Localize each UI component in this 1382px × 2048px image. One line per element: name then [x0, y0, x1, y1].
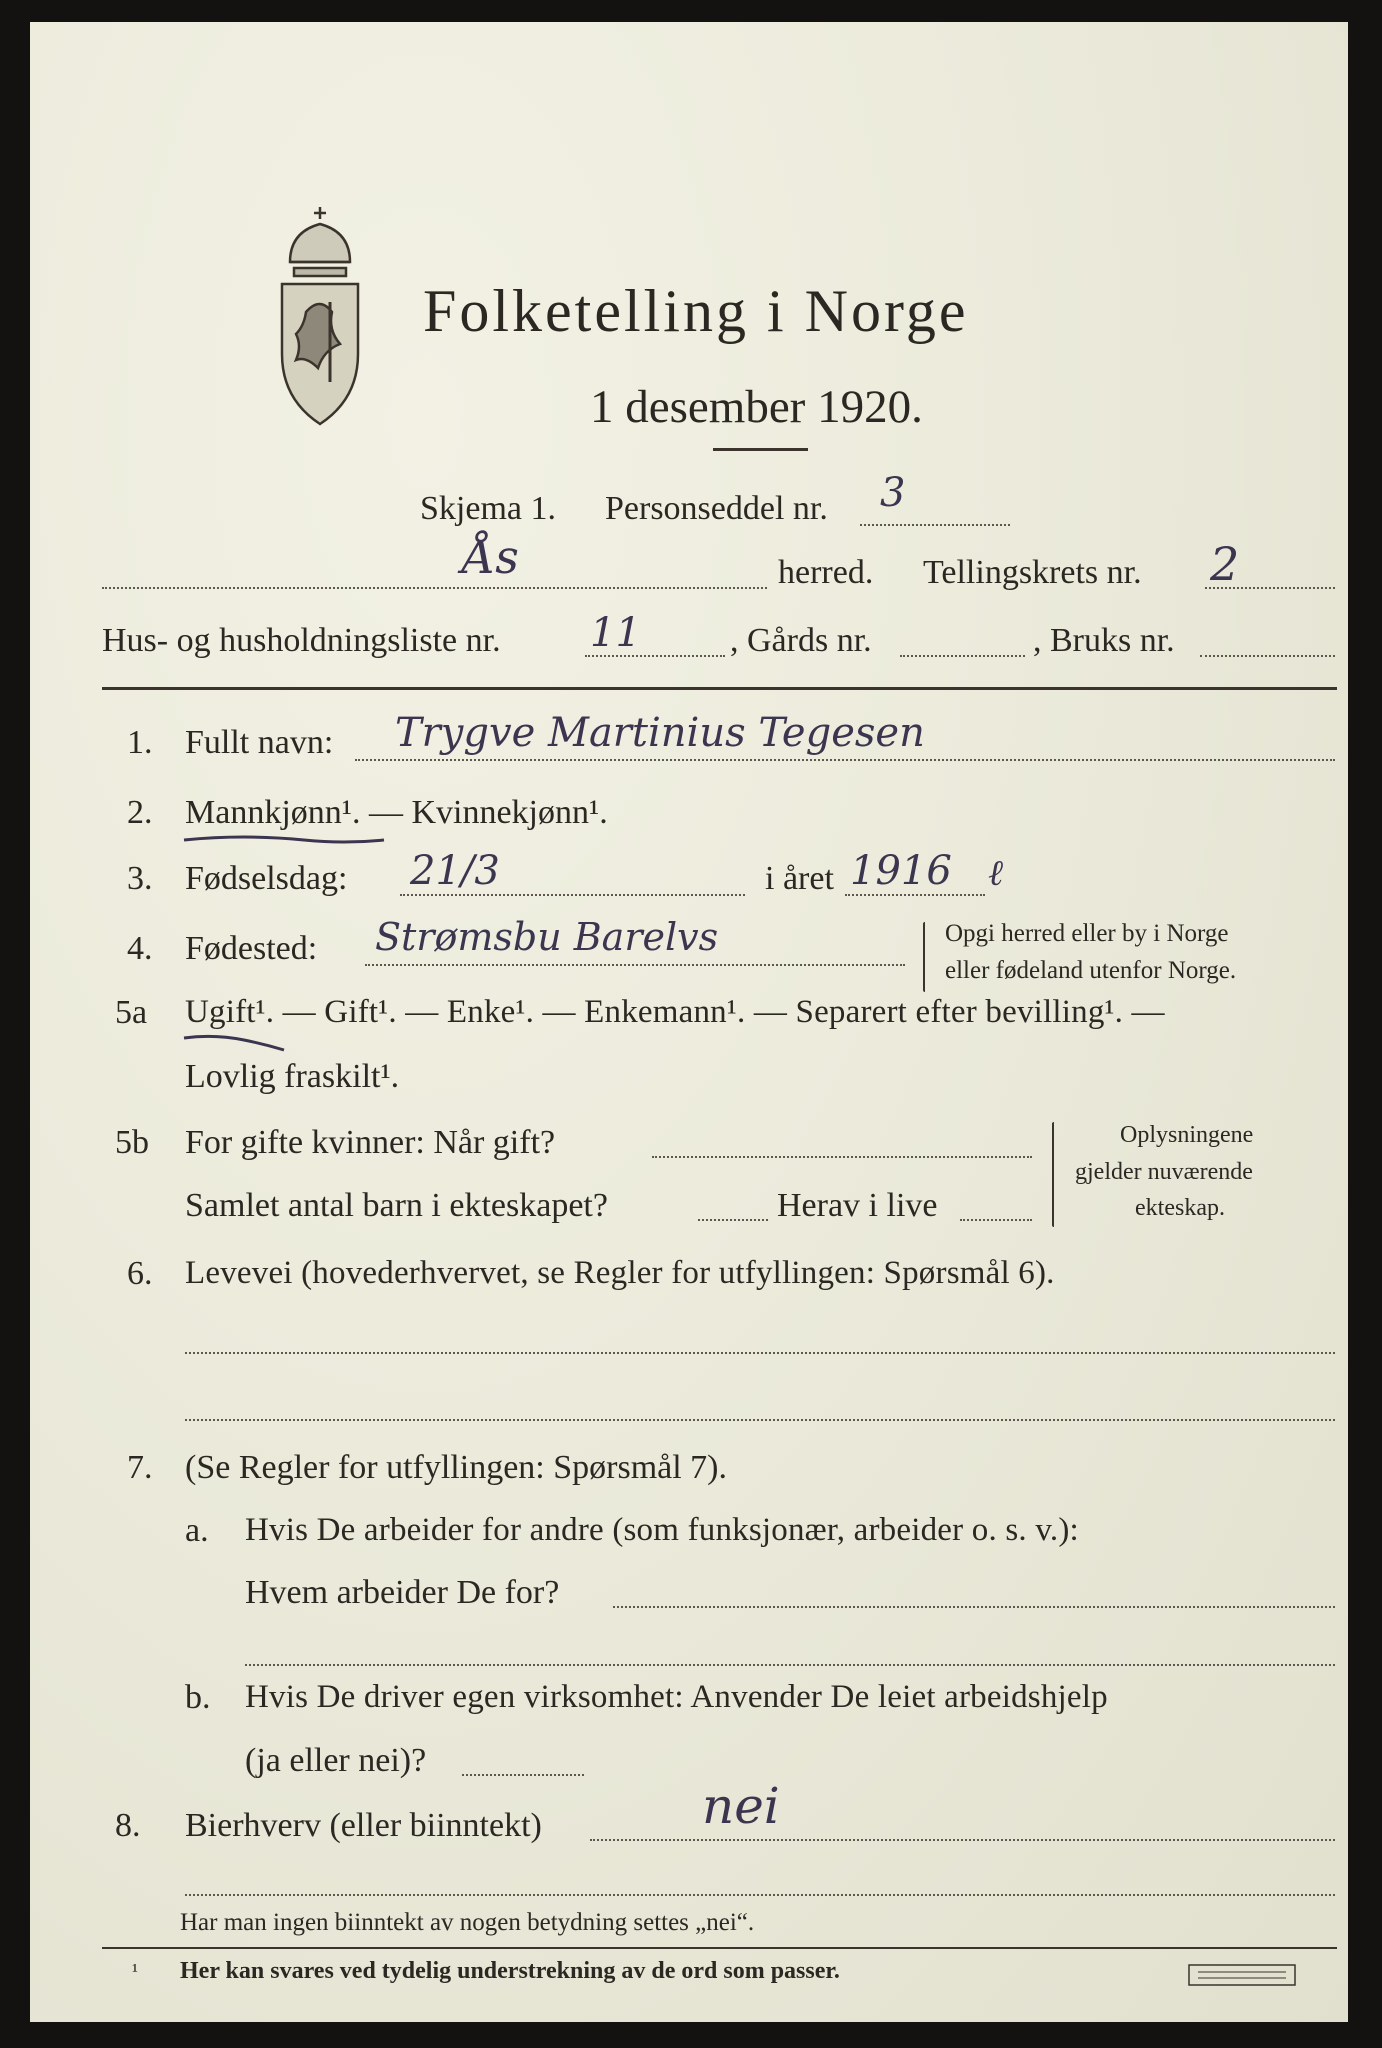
- full-name-value[interactable]: Trygve Martinius Tegesen: [395, 710, 925, 756]
- norwegian-coat-of-arms-icon: [260, 202, 380, 432]
- q5b-children-line: [698, 1219, 768, 1221]
- personseddel-line: [860, 524, 1010, 526]
- q1-line: [355, 759, 1335, 761]
- herred-value[interactable]: Ås: [462, 530, 519, 584]
- q4-line: [365, 964, 905, 966]
- q5a-number: 5a: [115, 994, 148, 1031]
- q7a-line1: Hvis De arbeider for andre (som funksjonær, arbeider o. s. v.):: [245, 1512, 1079, 1548]
- printer-stamp-icon: [1188, 1964, 1296, 1986]
- footnote-mark: ¹: [132, 1960, 138, 1982]
- husholdning-label: Hus- og husholdningsliste nr.: [102, 622, 501, 659]
- herred-line: [102, 587, 767, 589]
- gards-label: , Gårds nr.: [730, 622, 872, 659]
- q5b-line1: For gifte kvinner: Når gift?: [185, 1124, 556, 1161]
- q8-label: Bierhverv (eller biinntekt): [185, 1807, 542, 1844]
- skjema-label: Skjema 1.: [420, 490, 556, 527]
- q4-note-line1: Opgi herred eller by i Norge: [945, 920, 1229, 947]
- q1-label: Fullt navn:: [185, 724, 334, 761]
- q1-number: 1.: [127, 724, 153, 761]
- q7a-line2: Hvem arbeider De for?: [245, 1574, 560, 1611]
- nei-instruction: Har man ingen biinntekt av nogen betydning settes „nei“.: [180, 1909, 755, 1936]
- q7b-number: b.: [185, 1679, 211, 1716]
- q6-label: Levevei (hovederhvervet, se Regler for utfyllingen: Spørsmål 6).: [185, 1255, 1055, 1291]
- q7a-employer-line-2[interactable]: [245, 1664, 1335, 1666]
- q6-line-2[interactable]: [185, 1419, 1335, 1421]
- q8-number: 8.: [115, 1807, 141, 1844]
- footer-divider: [102, 1947, 1337, 1949]
- q6-line-1[interactable]: [185, 1352, 1335, 1354]
- birth-year-value[interactable]: 1916: [850, 848, 952, 894]
- q5b-alive-label: Herav i live: [777, 1187, 938, 1224]
- bruks-label: , Bruks nr.: [1033, 622, 1175, 659]
- q6-number: 6.: [127, 1255, 153, 1292]
- herred-label: herred.: [778, 554, 874, 591]
- q7b-line1: Hvis De driver egen virksomhet: Anvender De leiet arbeidshjelp: [245, 1679, 1108, 1715]
- title-divider: [713, 448, 808, 451]
- q7-label: (Se Regler for utfyllingen: Spørsmål 7).: [185, 1449, 728, 1486]
- q5b-note-line3: ekteskap.: [1135, 1195, 1225, 1221]
- husholdning-value[interactable]: 11: [590, 610, 641, 656]
- q5b-note-line2: gjelder nuværende: [1075, 1159, 1253, 1185]
- personseddel-label: Personseddel nr.: [605, 490, 828, 527]
- q3-label: Fødselsdag:: [185, 860, 348, 897]
- q7a-employer-line[interactable]: [613, 1606, 1335, 1608]
- q5b-married-line: [652, 1156, 1032, 1158]
- tellingskrets-label: Tellingskrets nr.: [923, 554, 1142, 591]
- birth-year-mark: ℓ: [988, 853, 1003, 894]
- q3-day-line: [400, 894, 745, 896]
- q5b-alive-line: [960, 1219, 1032, 1221]
- q3-year-line: [845, 894, 985, 896]
- q3-number: 3.: [127, 860, 153, 897]
- q7a-number: a.: [185, 1512, 209, 1549]
- q4-note-line2: eller fødeland utenfor Norge.: [945, 957, 1237, 984]
- mannkjonn-underline: [180, 830, 390, 850]
- q8-line: [590, 1839, 1335, 1841]
- q3-year-label: i året: [765, 860, 834, 897]
- q5b-children-label: Samlet antal barn i ekteskapet?: [185, 1187, 608, 1224]
- sex-options[interactable]: Mannkjønn¹. — Kvinnekjønn¹.: [185, 794, 608, 831]
- q7b-hired-help-line[interactable]: [462, 1774, 584, 1776]
- gards-line: [900, 655, 1025, 657]
- q4-number: 4.: [127, 930, 153, 967]
- personseddel-value[interactable]: 3: [880, 470, 906, 516]
- q2-number: 2.: [127, 794, 153, 831]
- marital-status-line2[interactable]: Lovlig fraskilt¹.: [185, 1058, 400, 1095]
- q4-bracket: [923, 922, 925, 992]
- side-income-value[interactable]: nei: [702, 1777, 780, 1835]
- tellingskrets-value[interactable]: 2: [1210, 537, 1240, 591]
- marital-status-options[interactable]: Ugift¹. — Gift¹. — Enke¹. — Enkemann¹. — Separert efter bevilling¹. —: [185, 994, 1165, 1030]
- birthplace-value[interactable]: Strømsbu Barelvs: [375, 915, 719, 959]
- footnote-text: Her kan svares ved tydelig understrekning av de ord som passer.: [180, 1958, 840, 1984]
- form-title: Folketelling i Norge: [423, 278, 969, 344]
- q5b-number: 5b: [115, 1124, 149, 1161]
- q7-number: 7.: [127, 1449, 153, 1486]
- q7b-line2: (ja eller nei)?: [245, 1742, 427, 1779]
- census-form-sheet: [30, 22, 1348, 2022]
- ugift-underline: [180, 1032, 290, 1052]
- q5b-bracket: [1052, 1122, 1054, 1227]
- q8-line-2[interactable]: [185, 1894, 1335, 1896]
- q4-label: Fødested:: [185, 930, 318, 967]
- bruks-line: [1200, 655, 1335, 657]
- birth-day-value[interactable]: 21/3: [410, 848, 500, 894]
- header-divider: [102, 687, 1337, 690]
- q5b-note-line1: Oplysningene: [1120, 1122, 1254, 1148]
- census-date: 1 desember 1920.: [590, 381, 923, 433]
